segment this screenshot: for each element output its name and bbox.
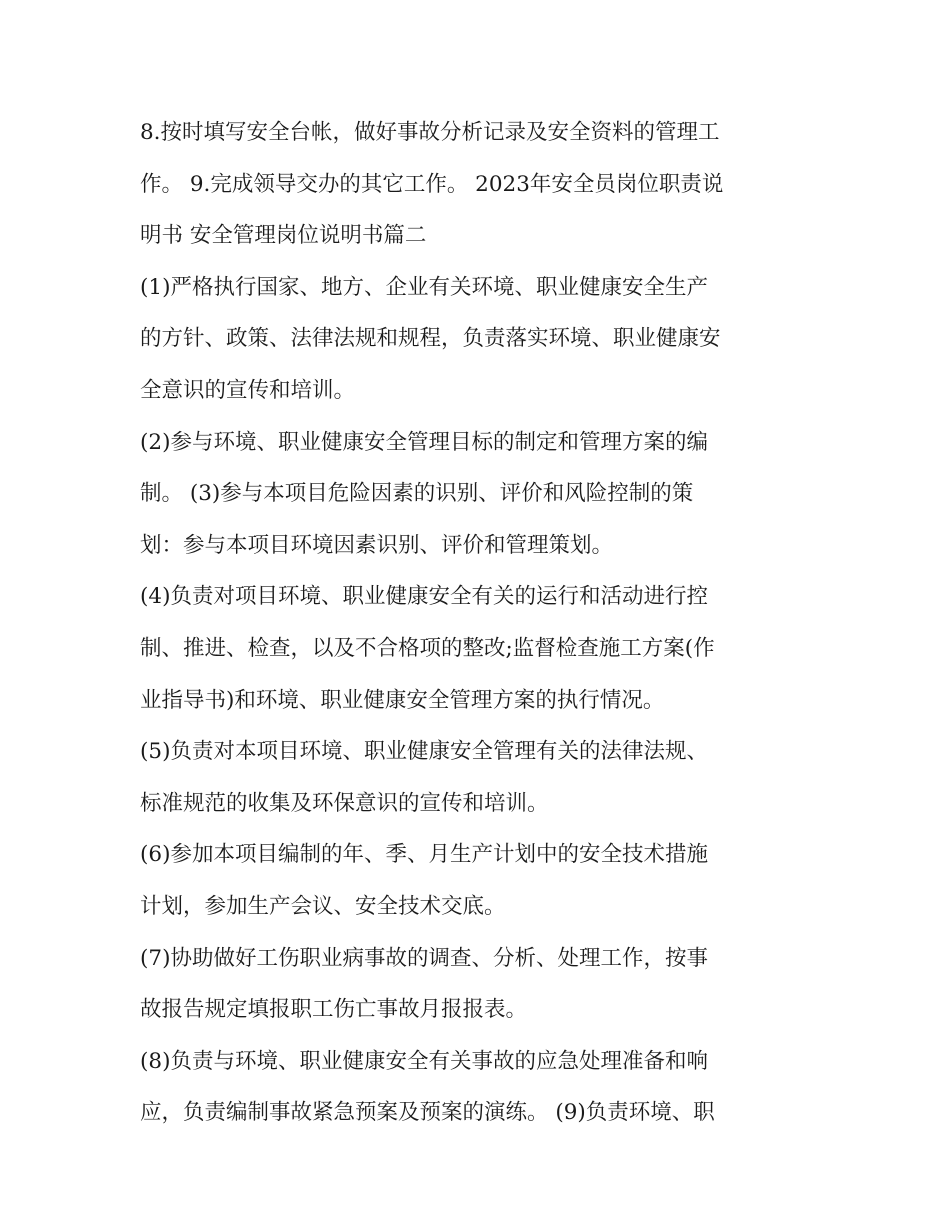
text-line: 的方针、政策、法律法规和规程，负责落实环境、职业健康安 [140, 326, 721, 352]
text-line: 作。 9.完成领导交办的其它工作。 2023年安全员岗位职责说 [140, 171, 724, 197]
text-line: (2)参与环境、职业健康安全管理目标的制定和管理方案的编 [140, 429, 708, 455]
text-line: 制。 (3)参与本项目危险因素的识别、评价和风险控制的策 [140, 481, 694, 507]
text-line: 业指导书)和环境、职业健康安全管理方案的执行情况。 [140, 687, 665, 713]
text-line: 故报告规定填报职工伤亡事故月报报表。 [140, 997, 528, 1023]
text-line: 应，负责编制事故紧急预案及预案的演练。 (9)负责环境、职 [140, 1100, 715, 1126]
text-line: (8)负责与环境、职业健康安全有关事故的应急处理准备和响 [140, 1048, 708, 1074]
text-line: (6)参加本项目编制的年、季、月生产计划中的安全技术措施 [140, 842, 708, 868]
text-line: (7)协助做好工伤职业病事故的调查、分析、处理工作，按事 [140, 945, 708, 971]
text-line: 计划，参加生产会议、安全技术交底。 [140, 893, 506, 919]
text-line: 划：参与本项目环境因素识别、评价和管理策划。 [140, 532, 614, 558]
text-line: 制、推进、检查，以及不合格项的整改;监督检查施工方案(作 [140, 635, 715, 661]
text-line: 明书 安全管理岗位说明书篇二 [140, 223, 427, 249]
text-line: 全意识的宣传和培训。 [140, 377, 356, 403]
document-body [140, 107, 820, 1139]
text-line: 8.按时填写安全台帐，做好事故分析记录及安全资料的管理工 [140, 120, 720, 145]
text-line: (5)负责对本项目环境、职业健康安全管理有关的法律法规、 [140, 739, 708, 765]
text-line: (4)负责对项目环境、职业健康安全有关的运行和活动进行控 [140, 584, 708, 610]
text-line: (1)严格执行国家、地方、企业有关环境、职业健康安全生产 [140, 274, 708, 300]
text-line: 标准规范的收集及环保意识的宣传和培训。 [140, 790, 549, 816]
